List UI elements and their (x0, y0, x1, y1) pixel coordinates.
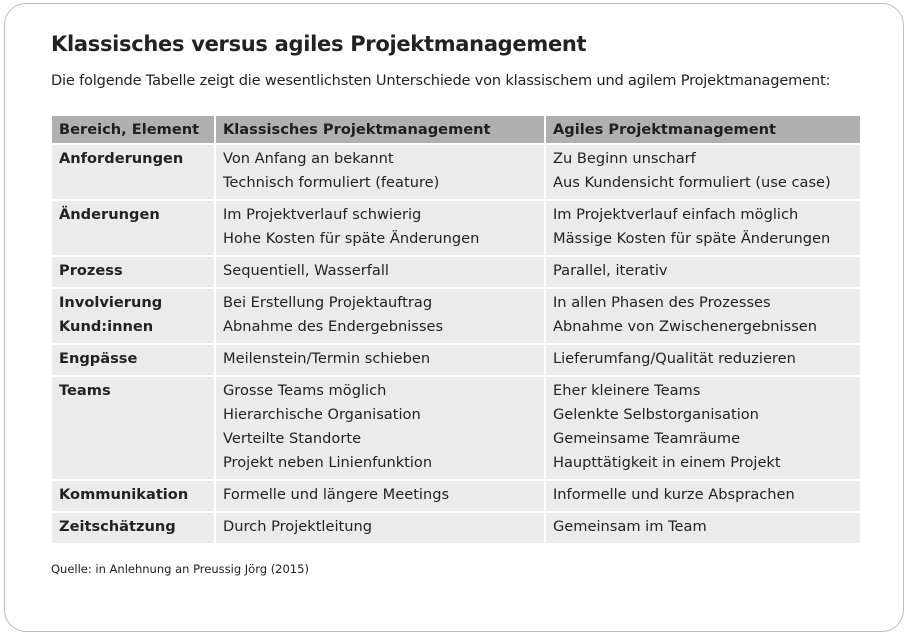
cell-text: Parallel, iterativ (553, 262, 668, 279)
table-row (52, 345, 860, 375)
classic-cell (216, 345, 546, 375)
area-label: Zeitschätzung (59, 518, 176, 535)
area-cell (52, 201, 216, 255)
cell-text: Technisch formuliert (feature) (223, 174, 440, 191)
cell-text: Aus Kundensicht formuliert (use case) (553, 174, 831, 191)
classic-cell (216, 481, 546, 511)
cell-text: Gemeinsame Teamräume (553, 430, 741, 447)
cell-text: Haupttätigkeit in einem Projekt (553, 454, 781, 471)
cell-text: Verteilte Standorte (223, 430, 362, 447)
cell-text: Meilenstein/Termin schieben (223, 350, 431, 367)
agile-cell (546, 377, 860, 479)
agile-cell (546, 145, 860, 199)
cell-text: Von Anfang an bekannt (223, 150, 394, 167)
agile-cell (546, 257, 860, 287)
table-row (52, 145, 860, 199)
cell-text: Sequentiell, Wasserfall (223, 262, 389, 279)
cell-text: Zu Beginn unscharf (553, 150, 696, 167)
column-header-agile: Agiles Projektmanagement (546, 116, 860, 143)
cell-text: Gelenkte Selbstorganisation (553, 406, 759, 423)
table-row (52, 513, 860, 543)
area-cell (52, 257, 216, 287)
page-title: Klassisches versus agiles Projektmanagement (51, 32, 587, 56)
agile-cell (546, 513, 860, 543)
classic-cell (216, 289, 546, 343)
agile-cell (546, 289, 860, 343)
area-cell (52, 513, 216, 543)
classic-cell (216, 257, 546, 287)
cell-text: In allen Phasen des Prozesses (553, 294, 771, 311)
cell-text: Hierarchische Organisation (223, 406, 421, 423)
area-label: Engpässe (59, 350, 138, 367)
cell-text: Informelle und kurze Absprachen (553, 486, 795, 503)
area-cell (52, 377, 216, 479)
area-cell (52, 481, 216, 511)
table-row (52, 201, 860, 255)
area-label: Kommunikation (59, 486, 189, 503)
table-row (52, 289, 860, 343)
table-header-row (52, 116, 860, 143)
content-card (4, 3, 904, 632)
area-label: Involvierung (59, 294, 163, 311)
agile-cell (546, 481, 860, 511)
area-label: Teams (59, 382, 111, 399)
agile-cell (546, 345, 860, 375)
cell-text: Grosse Teams möglich (223, 382, 387, 399)
table-row (52, 481, 860, 511)
area-cell (52, 289, 216, 343)
area-cell (52, 345, 216, 375)
cell-text: Abnahme von Zwischenergebnissen (553, 318, 818, 335)
classic-cell (216, 377, 546, 479)
agile-cell (546, 201, 860, 255)
cell-text: Abnahme des Endergebnisses (223, 318, 444, 335)
cell-text: Im Projektverlauf einfach möglich (553, 206, 799, 223)
area-label: Kund:innen (59, 318, 154, 335)
cell-text: Im Projektverlauf schwierig (223, 206, 422, 223)
cell-text: Lieferumfang/Qualität reduzieren (553, 350, 796, 367)
cell-text: Mässige Kosten für späte Änderungen (553, 230, 831, 247)
source-note: Quelle: in Anlehnung an Preussig Jörg (2015) (51, 562, 309, 576)
cell-text: Projekt neben Linienfunktion (223, 454, 433, 471)
comparison-table (52, 114, 860, 545)
classic-cell (216, 145, 546, 199)
area-label: Prozess (59, 262, 123, 279)
cell-text: Gemeinsam im Team (553, 518, 707, 535)
cell-text: Formelle und längere Meetings (223, 486, 450, 503)
table-body (52, 145, 860, 543)
area-cell (52, 145, 216, 199)
classic-cell (216, 513, 546, 543)
table-row (52, 257, 860, 287)
classic-cell (216, 201, 546, 255)
cell-text: Durch Projektleitung (223, 518, 373, 535)
area-label: Anforderungen (59, 150, 184, 167)
area-label: Änderungen (59, 206, 160, 223)
column-header-area: Bereich, Element (52, 116, 216, 143)
table-row (52, 377, 860, 479)
cell-text: Hohe Kosten für späte Änderungen (223, 230, 480, 247)
intro-text: Die folgende Tabelle zeigt die wesentlichsten Unterschiede von klassischem und agilem Projektmanagement: (51, 72, 831, 89)
cell-text: Eher kleinere Teams (553, 382, 701, 399)
column-header-classic: Klassisches Projektmanagement (216, 116, 546, 143)
cell-text: Bei Erstellung Projektauftrag (223, 294, 433, 311)
